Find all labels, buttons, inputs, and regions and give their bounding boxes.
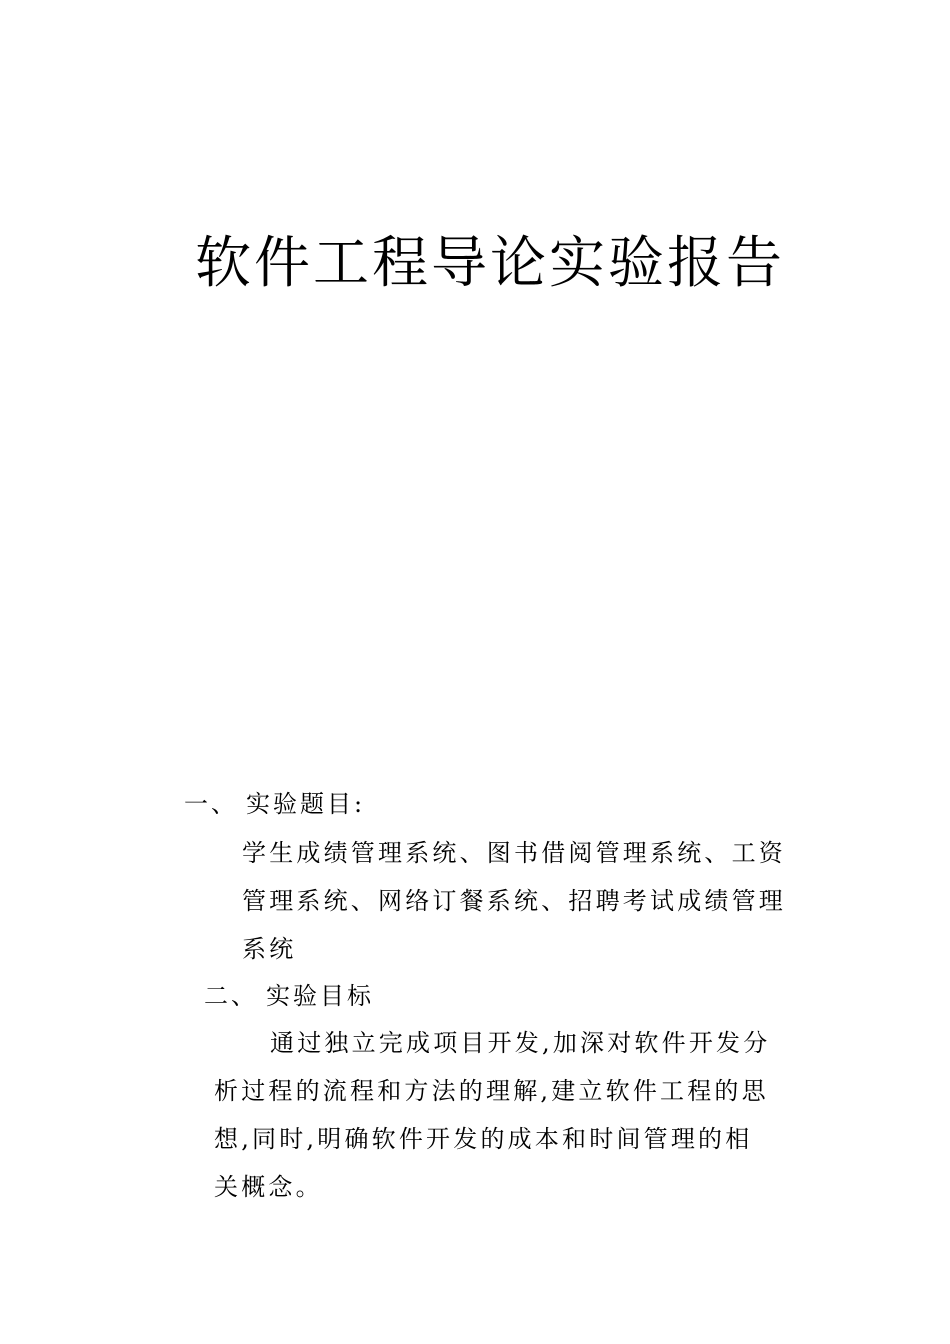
section-1-heading (184, 789, 365, 819)
section-1-body (242, 829, 812, 973)
section-2-line-1: 通过独立完成项目开发,加深对软件开发分 (270, 1029, 771, 1057)
section-2-heading (204, 981, 374, 1011)
section-1-number: 一、 (184, 790, 238, 818)
section-2-number: 二、 (204, 982, 258, 1010)
document-title: 软件工程导论实验报告 (195, 231, 785, 296)
section-2-title: 实验目标 (266, 982, 374, 1010)
section-2-body (214, 1019, 814, 1211)
section-2-line-4: 关概念。 (214, 1173, 323, 1201)
section-1-title: 实验题目: (246, 790, 366, 818)
section-2-line-3: 想,同时,明确软件开发的成本和时间管理的相 (214, 1125, 753, 1153)
section-1-line-1: 学生成绩管理系统、图书借阅管理系统、工资 (242, 839, 786, 867)
section-2-line-2: 析过程的流程和方法的理解,建立软件工程的思 (214, 1077, 769, 1105)
section-1-line-2: 管理系统、网络订餐系统、招聘考试成绩管理 (242, 887, 786, 915)
section-1-line-3: 系统 (242, 935, 297, 963)
